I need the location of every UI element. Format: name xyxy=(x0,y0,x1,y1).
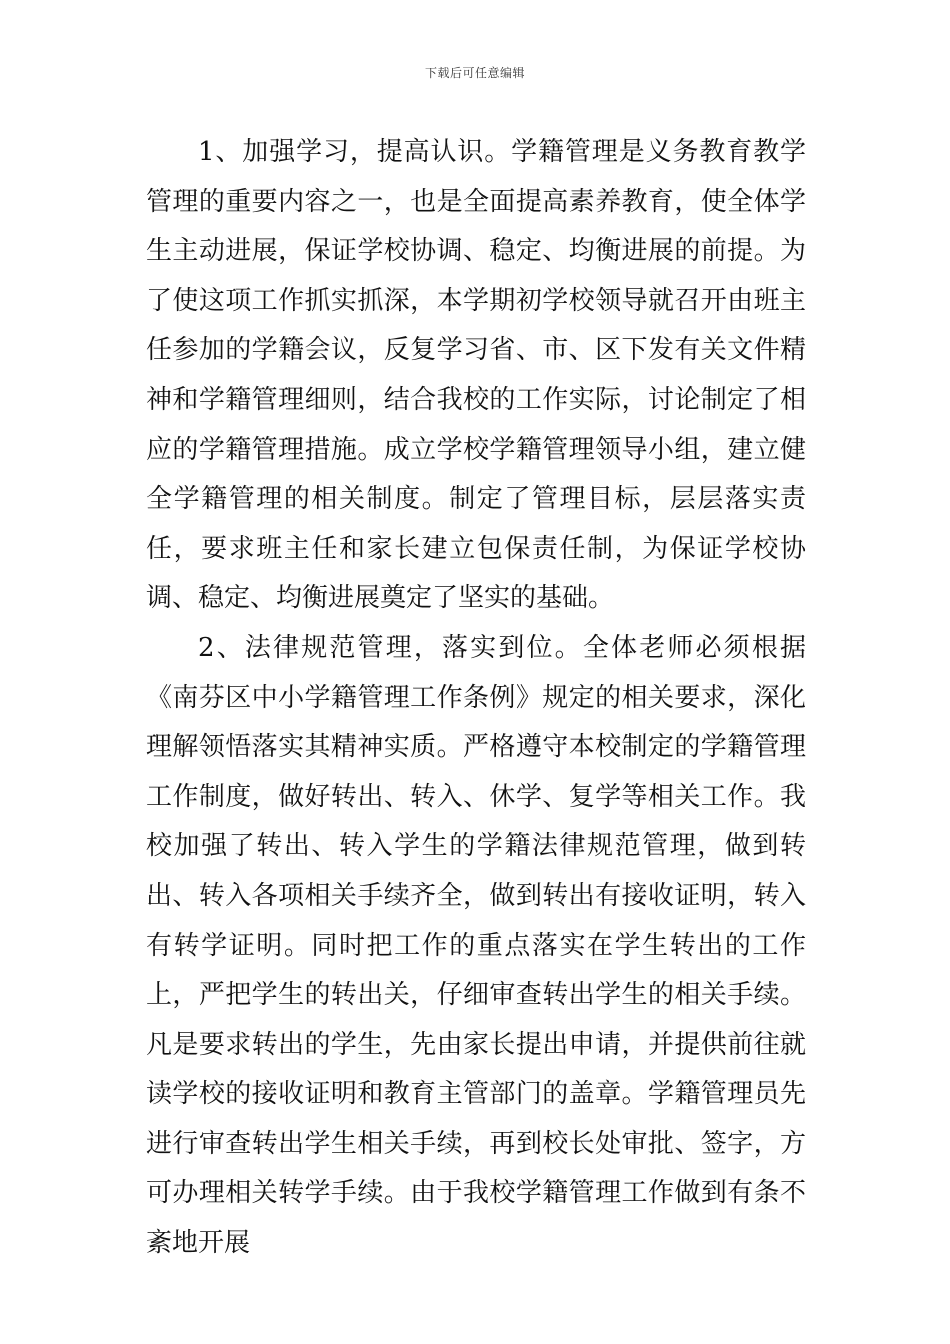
document-body xyxy=(146,128,806,1269)
paragraph-2: 2、法律规范管理，落实到位。全体老师必须根据《南芬区中小学籍管理工作条例》规定的相关要求，深化理解领悟落实其精神实质。严格遵守本校制定的学籍管理工作制度，做好转出、转入、休学、复学等相关工作。我校加强了转出、转入学生的学籍法律规范管理，做到转出、转入各项相关手续齐全，做到转出有接收证明，转入有转学证明。同时把工作的重点落实在学生转出的工作上，严把学生的转出关，仔细审查转出学生的相关手续。凡是要求转出的学生，先由家长提出申请，并提供前往就读学校的接收证明和教育主管部门的盖章。学籍管理员先进行审查转出学生相关手续，再到校长处审批、签字，方可办理相关转学手续。由于我校学籍管理工作做到有条不紊地开展 xyxy=(146,632,806,1259)
page-header-note: 下载后可任意编辑 xyxy=(424,66,525,80)
paragraph-1: 1、加强学习，提高认识。学籍管理是义务教育教学管理的重要内容之一，也是全面提高素养教育，使全体学生主动进展，保证学校协调、稳定、均衡进展的前提。为了使这项工作抓实抓深，本学期初学校领导就召开由班主任参加的学籍会议，反复学习省、市、区下发有关文件精神和学籍管理细则，结合我校的工作实际，讨论制定了相应的学籍管理措施。成立学校学籍管理领导小组，建立健全学籍管理的相关制度。制定了管理目标，层层落实责任，要求班主任和家长建立包保责任制，为保证学校协调、稳定、均衡进展奠定了坚实的基础。 xyxy=(146,137,806,614)
